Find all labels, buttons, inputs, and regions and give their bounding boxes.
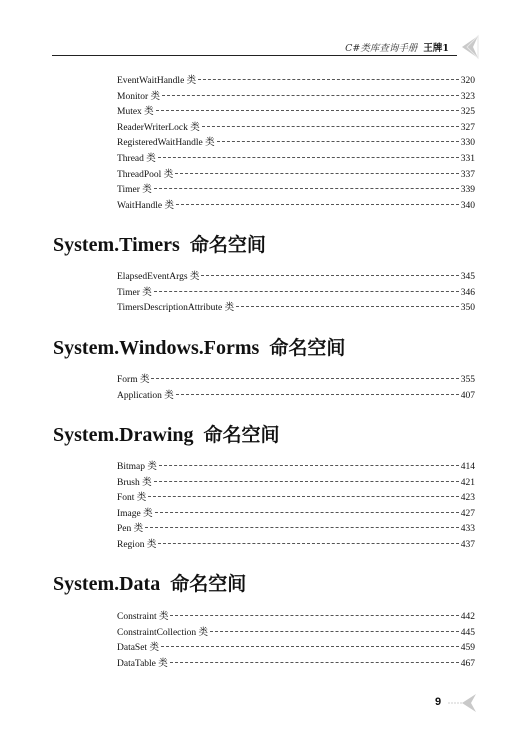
- corner-arrow-icon: [458, 34, 480, 60]
- toc-entry-page: 325: [460, 107, 475, 118]
- toc-entry-title: WaitHandle 类: [117, 200, 175, 211]
- toc-entry-title: TimersDescriptionAttribute 类: [117, 303, 235, 314]
- toc-entry-page: 327: [460, 122, 475, 133]
- toc-entry-title: ConstraintCollection 类: [117, 627, 209, 638]
- toc-entry-title: Region 类: [117, 539, 157, 550]
- toc-leader-dots: [158, 543, 458, 544]
- toc-entry-page: 346: [460, 287, 475, 298]
- toc-entry: [117, 183, 475, 199]
- toc-entry-page: 421: [460, 477, 475, 488]
- toc-leader-dots: [148, 496, 458, 497]
- toc-entry-title: Timer 类: [117, 185, 152, 196]
- toc-entry: [117, 199, 475, 215]
- toc-entry-title: Timer 类: [117, 287, 152, 298]
- namespace-suffix: 命名空间: [189, 234, 266, 256]
- toc-entry-page: 437: [460, 539, 475, 550]
- section-title-system-windows-forms: [53, 333, 345, 360]
- toc-leader-dots: [176, 394, 459, 395]
- namespace-name: System.Windows.Forms: [53, 337, 260, 359]
- toc-entry: [117, 74, 475, 90]
- toc-entry: [117, 491, 475, 507]
- namespace-suffix: 命名空间: [203, 424, 280, 446]
- toc-entry-page: 355: [460, 375, 475, 385]
- toc-entry: [117, 657, 475, 673]
- toc-entry: [117, 538, 475, 554]
- toc-entry: [117, 373, 475, 389]
- namespace-suffix: 命名空间: [269, 337, 346, 359]
- toc-entry: [117, 90, 475, 106]
- namespace-name: System.Data: [53, 573, 161, 595]
- section-title-system-timers: [53, 230, 266, 257]
- section-title-system-data: [53, 569, 246, 596]
- toc-entry-page: 459: [460, 643, 475, 654]
- toc-list-system-windows-forms: [117, 373, 475, 404]
- toc-entry: [117, 270, 475, 286]
- toc-entry: [117, 389, 475, 405]
- toc-entry-title: Bitmap 类: [117, 462, 157, 472]
- toc-leader-dots: [176, 204, 459, 205]
- toc-leader-dots: [210, 631, 459, 632]
- toc-leader-dots: [236, 306, 459, 307]
- toc-entry: [117, 522, 475, 538]
- toc-entry-page: 345: [460, 272, 475, 282]
- toc-entry-page: 323: [460, 91, 475, 102]
- toc-entry: [117, 641, 475, 657]
- toc-leader-dots: [151, 378, 458, 379]
- namespace-name: System.Timers: [53, 234, 180, 256]
- toc-entry-title: Form 类: [117, 375, 150, 385]
- toc-list-system-drawing: [117, 460, 475, 554]
- toc-entry-page: 467: [460, 658, 475, 669]
- namespace-suffix: 命名空间: [170, 573, 247, 595]
- toc-entry: [117, 301, 475, 317]
- toc-leader-dots: [202, 126, 459, 127]
- toc-entry-page: 331: [460, 153, 475, 164]
- section-title-system-drawing: [53, 420, 280, 447]
- toc-entry-page: 330: [460, 138, 475, 149]
- toc-leader-dots: [162, 95, 459, 96]
- header-title: [345, 40, 449, 54]
- toc-entry-page: 340: [460, 200, 475, 211]
- namespace-name: System.Drawing: [53, 424, 194, 446]
- toc-entry-page: 414: [460, 462, 475, 472]
- footer-arrow-icon: [446, 693, 478, 713]
- toc-entry: [117, 121, 475, 137]
- toc-leader-dots: [161, 646, 459, 647]
- toc-entry-title: Thread 类: [117, 153, 156, 164]
- toc-entry-title: Image 类: [117, 508, 153, 519]
- toc-leader-dots: [154, 291, 459, 292]
- toc-entry-page: 337: [460, 169, 475, 180]
- toc-entry: [117, 105, 475, 121]
- toc-entry-title: Application 类: [117, 390, 174, 401]
- page-header: [0, 0, 524, 60]
- toc-entry-title: Mutex 类: [117, 107, 154, 118]
- toc-leader-dots: [217, 141, 459, 142]
- toc-entry: [117, 286, 475, 302]
- toc-entry-page: 442: [460, 612, 475, 622]
- toc-leader-dots: [201, 275, 458, 276]
- toc-list-system-timers: [117, 270, 475, 317]
- brand-label: 王牌1: [423, 43, 449, 54]
- toc-list-threading: [117, 74, 475, 214]
- toc-entry-page: 407: [460, 390, 475, 401]
- toc-entry: [117, 168, 475, 184]
- toc-entry: [117, 626, 475, 642]
- toc-leader-dots: [159, 465, 459, 466]
- toc-entry: [117, 476, 475, 492]
- toc-leader-dots: [155, 512, 459, 513]
- toc-entry-page: 350: [460, 303, 475, 314]
- toc-entry-page: 445: [460, 627, 475, 638]
- toc-leader-dots: [154, 481, 459, 482]
- toc-entry: [117, 136, 475, 152]
- toc-entry-title: ElapsedEventArgs 类: [117, 272, 200, 282]
- toc-entry-title: ReaderWriterLock 类: [117, 122, 200, 133]
- header-rule: [52, 55, 457, 56]
- book-title: C#类库查询手册: [345, 43, 418, 54]
- toc-entry-title: Constraint 类: [117, 612, 169, 622]
- toc-entry-title: DataSet 类: [117, 643, 159, 654]
- toc-entry-title: DataTable 类: [117, 658, 168, 669]
- toc-list-system-data: [117, 610, 475, 672]
- toc-entry-title: Brush 类: [117, 477, 152, 488]
- toc-leader-dots: [156, 110, 459, 111]
- toc-entry-page: 433: [460, 524, 475, 535]
- toc-entry-title: EventWaitHandle 类: [117, 76, 197, 86]
- toc-entry: [117, 152, 475, 168]
- toc-leader-dots: [145, 527, 459, 528]
- toc-entry: [117, 460, 475, 476]
- toc-entry-page: 320: [460, 76, 475, 86]
- toc-leader-dots: [170, 662, 459, 663]
- toc-entry-title: ThreadPool 类: [117, 169, 174, 180]
- toc-entry-title: Font 类: [117, 493, 147, 504]
- toc-entry: [117, 610, 475, 626]
- toc-entry-page: 427: [460, 508, 475, 519]
- toc-leader-dots: [198, 79, 459, 80]
- toc-leader-dots: [154, 188, 459, 189]
- toc-entry-page: 339: [460, 185, 475, 196]
- toc-entry-title: RegisteredWaitHandle 类: [117, 138, 215, 149]
- toc-leader-dots: [158, 157, 459, 158]
- toc-entry-page: 423: [460, 493, 475, 504]
- toc-entry-title: Monitor 类: [117, 91, 161, 102]
- page-number: 9: [435, 696, 442, 708]
- toc-entry-title: Pen 类: [117, 524, 144, 535]
- toc-leader-dots: [175, 173, 459, 174]
- toc-entry: [117, 507, 475, 523]
- toc-leader-dots: [170, 615, 458, 616]
